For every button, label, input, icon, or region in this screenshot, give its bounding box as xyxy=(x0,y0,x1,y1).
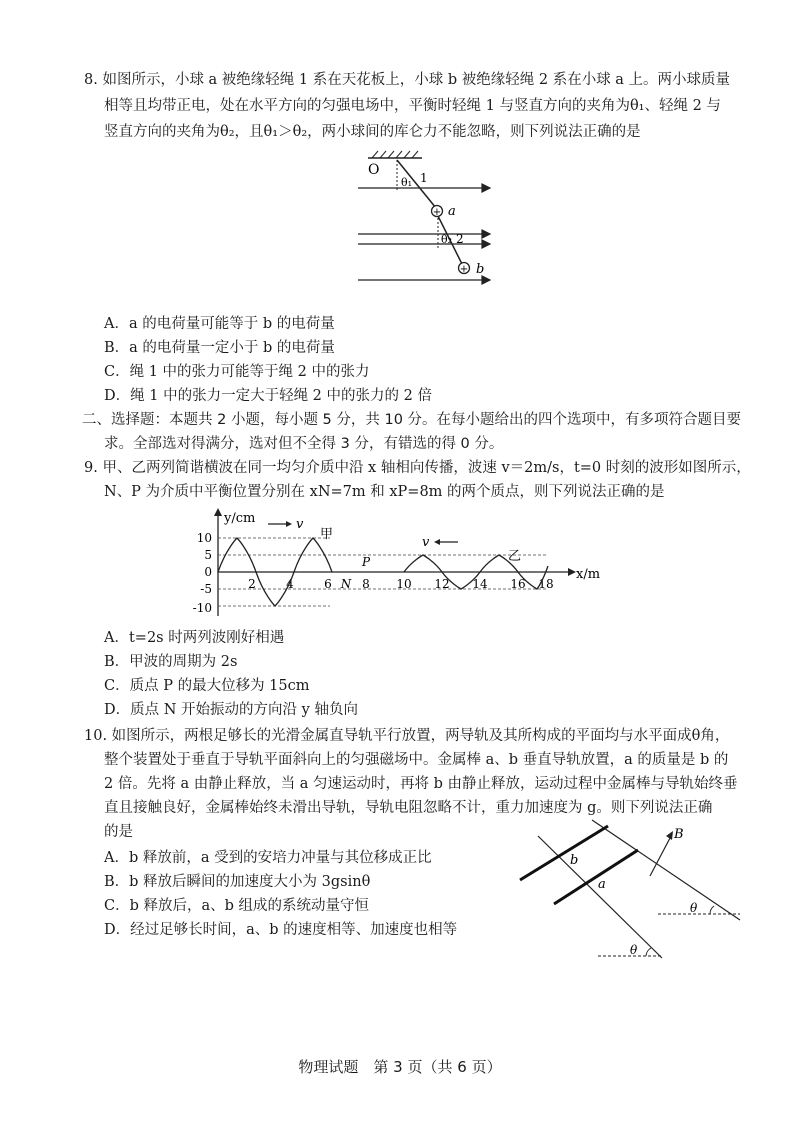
x-tick-16: 16 xyxy=(510,577,526,591)
b-field-label: B xyxy=(674,827,684,842)
rope1-label: 1 xyxy=(420,171,428,185)
rod-b-label: b xyxy=(570,853,579,868)
q8-stem-line1: 8. 如图所示，小球 a 被绝缘轻绳 1 系在天花板上，小球 b 被绝缘轻绳 2 系在小球 a 上。两小球质量 xyxy=(84,72,731,88)
theta-left-label: θ xyxy=(630,943,638,957)
x-tick-12: 12 xyxy=(434,577,450,591)
q9-wave-figure xyxy=(192,508,606,622)
q8-stem-line3: 竖直方向的夹角为θ₂，且θ₁＞θ₂，两小球间的库仑力不能忽略，则下列说法正确的是 xyxy=(104,124,641,140)
x-axis-arrow xyxy=(568,568,576,576)
q8-option-d: D．绳 1 中的张力一定大于轻绳 2 中的张力的 2 倍 xyxy=(104,388,432,404)
q8-stem-line2: 相等且均带正电，处在水平方向的匀强电场中，平衡时轻绳 1 与竖直方向的夹角为θ₁、轻绳 2 与 xyxy=(104,98,721,114)
q10-option-a: A．b 释放前，a 受到的安培力冲量与其位移成正比 xyxy=(104,850,432,866)
q8-figure xyxy=(340,146,500,286)
field-lines xyxy=(358,184,490,284)
y-axis-arrow xyxy=(214,508,222,516)
theta2-label: θ₂ xyxy=(441,233,453,246)
q9-stem-line2: N、P 为介质中平衡位置分别在 xN=7m 和 xP=8m 的两个质点，则下列说法正确的是 xyxy=(104,484,665,500)
y-axis-label: y/cm xyxy=(224,511,256,526)
rope2-label: 2 xyxy=(456,232,464,246)
yi-velocity-label: v xyxy=(422,535,430,550)
q9-option-c: C．质点 P 的最大位移为 15cm xyxy=(104,678,310,694)
q9-stem-line1: 9. 甲、乙两列简谐横波在同一均匀介质中沿 x 轴相向传播，波速 v＝2m/s，t=0 时刻的波形如图所示， xyxy=(84,460,751,476)
x-tick-14: 14 xyxy=(472,577,488,591)
section2-line2: 求。全部选对得满分，选对但不全得 3 分，有错选的得 0 分。 xyxy=(104,436,504,452)
x-axis-label: x/m xyxy=(576,567,601,582)
y-tick-10: 10 xyxy=(196,531,212,545)
y-tick-neg10: -10 xyxy=(192,601,212,615)
x-tick-6: 6 xyxy=(324,577,332,591)
q9-option-d: D．质点 N 开始振动的方向沿 y 轴负向 xyxy=(104,702,358,718)
x-tick-2: 2 xyxy=(248,577,256,591)
q9-option-a: A．t=2s 时两列波刚好相遇 xyxy=(104,630,285,646)
q8-origin-label: O xyxy=(368,162,380,178)
rail-right xyxy=(592,820,740,920)
wave-yi-label: 乙 xyxy=(508,549,522,564)
ball-a-charge: + xyxy=(432,207,442,218)
theta-right-arc xyxy=(710,906,714,914)
y-tick-5: 5 xyxy=(204,548,212,562)
x-tick-10: 10 xyxy=(396,577,412,591)
rod-a xyxy=(554,850,638,904)
x-tick-4: 4 xyxy=(286,577,294,591)
q10-stem-line2: 整个装置处于垂直于导轨平面斜向上的匀强磁场中。金属棒 a、b 垂直导轨放置，a 的质量是 b 的 xyxy=(104,752,729,768)
q8-option-a: A．a 的电荷量可能等于 b 的电荷量 xyxy=(104,316,335,332)
wave-jia-label: 甲 xyxy=(320,527,334,542)
q10-rail-figure xyxy=(512,818,752,964)
point-P-label: P xyxy=(361,555,371,569)
theta-right-label: θ xyxy=(690,901,698,915)
q8-option-c: C．绳 1 中的张力可能等于绳 2 中的张力 xyxy=(104,364,370,380)
q10-stem-line4: 直且接触良好，金属棒始终未滑出导轨，导轨电阻忽略不计，重力加速度为 g。则下列说法正确 xyxy=(104,800,713,816)
page-footer: 物理试题 第 3 页（共 6 页） xyxy=(298,1058,502,1076)
x-tick-8: 8 xyxy=(362,577,370,591)
theta1-label: θ₁ xyxy=(401,176,413,189)
y-tick-0: 0 xyxy=(204,565,212,579)
jia-velocity-arrowhead xyxy=(286,521,292,527)
q9-option-b: B．甲波的周期为 2s xyxy=(104,654,238,670)
ball-b-charge: + xyxy=(459,264,469,275)
q10-option-b: B．b 释放后瞬间的加速度大小为 3gsinθ xyxy=(104,874,371,890)
ceiling-hatch xyxy=(372,151,418,158)
q8-option-b: B．a 的电荷量一定小于 b 的电荷量 xyxy=(104,340,335,356)
point-N-label: N xyxy=(340,577,352,591)
q10-stem-line1: 10. 如图所示，两根足够长的光滑金属直导轨平行放置，两导轨及其所构成的平面均与水平面成θ角， xyxy=(84,728,730,744)
ball-a-label: a xyxy=(448,204,456,219)
y-tick-neg5: -5 xyxy=(200,582,212,596)
theta-left-arc xyxy=(646,948,651,956)
ball-b-label: b xyxy=(476,262,485,277)
q10-option-d: D．经过足够长时间，a、b 的速度相等、加速度也相等 xyxy=(104,922,458,938)
rod-a-label: a xyxy=(598,877,606,892)
yi-velocity-arrowhead xyxy=(434,539,440,545)
q10-stem-line5: 的是 xyxy=(104,824,133,840)
section2-line1: 二、选择题：本题共 2 小题，每小题 5 分，共 10 分。在每小题给出的四个选项中，有多项符合题目要 xyxy=(82,412,742,428)
q10-option-c: C．b 释放后，a、b 组成的系统动量守恒 xyxy=(104,898,370,914)
jia-velocity-label: v xyxy=(296,517,304,532)
x-tick-18: 18 xyxy=(538,577,554,591)
q10-stem-line3: 2 倍。先将 a 由静止释放，当 a 匀速运动时，再将 b 由静止释放，运动过程中金属棒与导轨始终垂 xyxy=(104,776,738,792)
rod-b xyxy=(520,826,608,880)
